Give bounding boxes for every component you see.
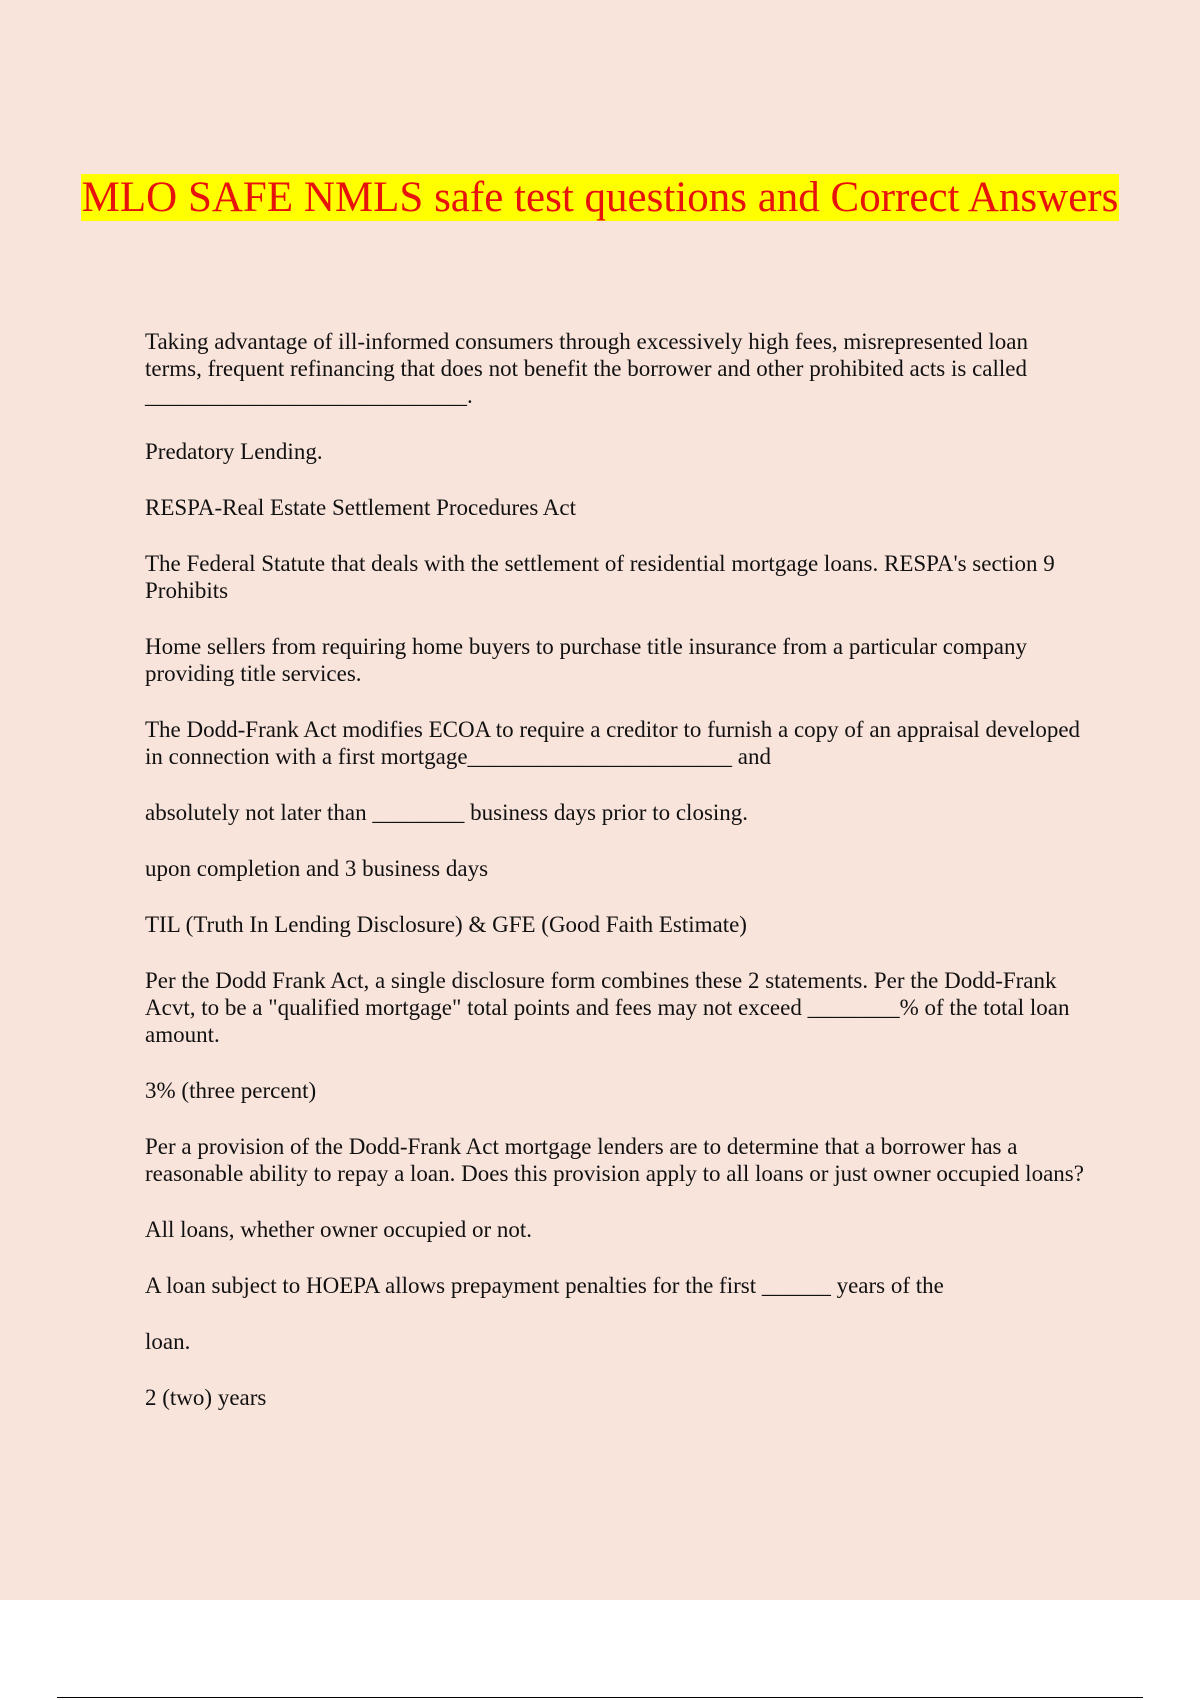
paragraph-question-3: The Dodd-Frank Act modifies ECOA to require a creditor to furnish a copy of an appraisal developed in connection with a first mortgage_______________________ and — [145, 717, 1081, 769]
document-body — [145, 328, 1085, 1440]
paragraph-question-1: Taking advantage of ill-informed consumers through excessively high fees, misrepresented loan terms, frequent refinancing that does not benefit the borrower and other prohibited acts is called ____________________________. — [145, 329, 1028, 408]
paragraph-question-6: Per a provision of the Dodd-Frank Act mortgage lenders are to determine that a borrower has a reasonable ability to repay a loan. Does this provision apply to all loans or just owner occupied loans? — [145, 1134, 1084, 1186]
title-block — [0, 172, 1200, 223]
paragraph-answer-3: upon completion and 3 business days — [145, 856, 489, 881]
paragraph-answer-1: Predatory Lending. — [145, 439, 323, 464]
paragraph-question-7-cont: loan. — [145, 1329, 191, 1354]
paragraph-answer-6: All loans, whether owner occupied or not. — [145, 1217, 533, 1242]
footer-divider — [57, 1697, 1143, 1698]
paragraph-answer-2: The Federal Statute that deals with the settlement of residential mortgage loans. RESPA's section 9 Prohibits — [145, 551, 1055, 603]
paragraph-question-3-cont: absolutely not later than ________ business days prior to closing. — [145, 800, 749, 825]
paragraph-answer-4: Per the Dodd Frank Act, a single disclosure form combines these 2 statements. Per the Dodd-Frank Acvt, to be a "qualified mortgage" total points and fees may not exceed ________% of the total loan amount. — [145, 968, 1070, 1047]
paragraph-continuation: Home sellers from requiring home buyers to purchase title insurance from a particular company providing title services. — [145, 634, 1028, 686]
paragraph-question-2: RESPA-Real Estate Settlement Procedures Act — [145, 495, 576, 520]
paragraph-answer-5: 3% (three percent) — [145, 1078, 317, 1103]
paragraph-question-4: TIL (Truth In Lending Disclosure) & GFE (Good Faith Estimate) — [145, 912, 747, 937]
paragraph-answer-7: 2 (two) years — [145, 1385, 267, 1410]
document-title: MLO SAFE NMLS safe test questions and Correct Answers — [81, 174, 1119, 221]
paragraph-question-7: A loan subject to HOEPA allows prepayment penalties for the first ______ years of the — [145, 1273, 944, 1298]
